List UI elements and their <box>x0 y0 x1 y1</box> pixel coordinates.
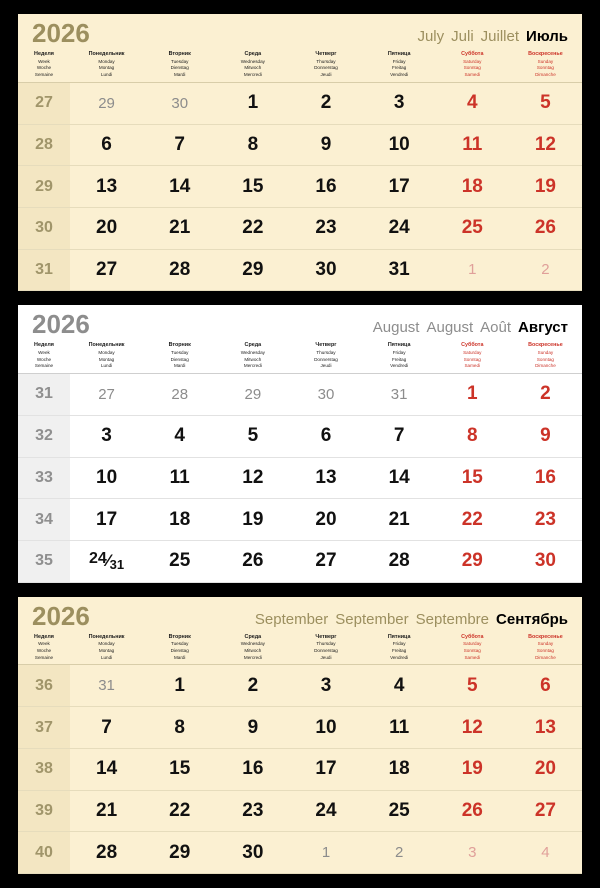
day-cell[interactable]: 9 <box>216 707 289 749</box>
day-cell[interactable]: 26 <box>436 791 509 833</box>
weekday-label-line: Wednesday <box>240 350 265 356</box>
weekday-label-line: Wednesday <box>240 58 265 64</box>
day-cell[interactable]: 29 <box>216 250 289 292</box>
day-cell[interactable]: 18 <box>143 499 216 541</box>
weekday-label-line: Lundi <box>100 654 113 660</box>
day-cell[interactable]: 27 <box>289 541 362 583</box>
day-grid <box>18 374 582 583</box>
day-cell[interactable]: 4 <box>436 83 509 125</box>
day-cell[interactable]: 18 <box>436 166 509 208</box>
day-cell[interactable]: 2 <box>509 374 582 416</box>
day-cell[interactable]: 14 <box>70 749 143 791</box>
weekday-label-line: Week <box>38 641 50 647</box>
day-cell[interactable]: 5 <box>216 416 289 458</box>
weekday-label-line: Суббота <box>461 342 484 349</box>
weekday-label-line: Saturday <box>463 58 482 64</box>
month-block <box>18 14 582 291</box>
week-number-cell: 32 <box>18 416 70 458</box>
day-cell[interactable]: 16 <box>289 166 362 208</box>
month-name: Сентябрь <box>496 610 568 628</box>
year-label: 2026 <box>32 600 90 631</box>
day-cell[interactable]: 22 <box>216 208 289 250</box>
weekday-label-line: Sonntag <box>463 356 481 362</box>
day-cell[interactable]: 3 <box>70 416 143 458</box>
day-cell[interactable]: 1 <box>436 250 509 292</box>
day-cell[interactable]: 21 <box>363 499 436 541</box>
day-cell[interactable]: 30 <box>289 250 362 292</box>
week-number-cell: 35 <box>18 541 70 583</box>
weekday-label-line: Thursday <box>316 350 336 356</box>
day-cell[interactable]: 15 <box>436 458 509 500</box>
day-cell[interactable]: 12 <box>216 458 289 500</box>
month-name: Septembre <box>415 610 490 628</box>
day-cell[interactable]: 9 <box>509 416 582 458</box>
day-cell[interactable]: 20 <box>289 499 362 541</box>
month-block <box>18 305 582 582</box>
weekday-label-line: Saturday <box>463 350 482 356</box>
weekday-header-cell <box>509 631 582 662</box>
weekday-label-line: Vendredi <box>390 72 409 78</box>
day-cell[interactable]: 2 <box>509 250 582 292</box>
weekday-label-line: Dienstag <box>170 648 189 654</box>
week-number-cell: 31 <box>18 374 70 416</box>
day-cell[interactable]: 24 <box>289 791 362 833</box>
weekday-label-line: Sonntag <box>536 65 554 71</box>
weekday-label-line: Вторник <box>168 633 191 640</box>
day-cell[interactable]: 1 <box>216 83 289 125</box>
weekday-label-line: Неделя <box>34 51 54 57</box>
day-cell[interactable]: 4 <box>143 416 216 458</box>
weekday-label-line: Sunday <box>537 350 554 356</box>
day-cell[interactable]: 3 <box>436 832 509 874</box>
weekday-label-line: Jeudi <box>320 72 332 78</box>
weekday-header-week <box>18 339 70 370</box>
day-cell[interactable]: 9 <box>289 125 362 167</box>
day-cell[interactable]: 12 <box>509 125 582 167</box>
weekday-header-cell <box>436 339 509 370</box>
weekday-label-line: Woche <box>36 65 52 71</box>
weekday-label-line: Donnerstag <box>314 65 338 71</box>
weekday-label-line: Samedi <box>464 654 481 660</box>
weekday-label-line: Semaine <box>34 654 54 660</box>
weekday-label-line: Неделя <box>34 342 54 349</box>
weekday-label-line: Dienstag <box>170 65 189 71</box>
day-cell[interactable]: 23 <box>289 208 362 250</box>
weekday-label-line: Freitag <box>391 356 407 362</box>
day-cell[interactable]: 20 <box>70 208 143 250</box>
day-cell[interactable]: 16 <box>216 749 289 791</box>
weekday-label-line: Sonntag <box>536 356 554 362</box>
day-cell[interactable]: 6 <box>509 665 582 707</box>
weekday-label-line: Mardi <box>173 363 186 369</box>
day-cell[interactable]: 8 <box>216 125 289 167</box>
weekday-header-cell <box>289 631 362 662</box>
month-name: August <box>426 319 474 337</box>
day-cell[interactable]: 27 <box>70 374 143 416</box>
weekday-header-cell <box>70 339 143 370</box>
day-cell[interactable]: 14 <box>143 166 216 208</box>
weekday-header-cell <box>509 339 582 370</box>
day-cell[interactable]: 31 <box>363 374 436 416</box>
weekday-label-line: Friday <box>392 58 406 64</box>
day-cell[interactable]: 30 <box>143 83 216 125</box>
month-name: Июль <box>526 28 568 45</box>
day-cell[interactable]: 10 <box>289 707 362 749</box>
month-name: Août <box>480 319 512 337</box>
weekday-label-line: Wednesday <box>240 641 265 647</box>
weekday-label-line: Montag <box>98 648 115 654</box>
weekday-label-line: Dimanche <box>535 72 556 78</box>
weekday-label-line: Montag <box>98 356 115 362</box>
day-cell[interactable]: 4 <box>363 665 436 707</box>
day-cell[interactable]: 30 <box>289 374 362 416</box>
weekday-label-line: Mitwoch <box>244 648 262 654</box>
weekday-label-line: Montag <box>98 65 115 71</box>
day-cell[interactable]: 1 <box>289 832 362 874</box>
day-cell[interactable]: 30 <box>509 541 582 583</box>
day-cell[interactable]: 20 <box>509 749 582 791</box>
weekday-label-line: Понедельник <box>88 342 125 349</box>
weekday-header-week <box>18 631 70 662</box>
weekday-label-line: Вторник <box>168 51 191 57</box>
day-cell[interactable]: 6 <box>70 125 143 167</box>
weekday-label-line: Понедельник <box>88 51 125 57</box>
weekday-label-line: Dimanche <box>535 363 556 369</box>
day-cell[interactable]: 18 <box>363 749 436 791</box>
weekday-label-line: Monday <box>98 58 115 64</box>
month-name: September <box>335 610 409 628</box>
month-name: Август <box>518 319 568 337</box>
day-cell[interactable]: 12 <box>436 707 509 749</box>
weekday-label-line: Четверг <box>315 51 337 57</box>
weekday-label-line: Vendredi <box>390 654 409 660</box>
weekday-label-line: Saturday <box>463 641 482 647</box>
weekday-label-line: Week <box>38 58 50 64</box>
day-cell[interactable]: 10 <box>70 458 143 500</box>
year-label: 2026 <box>32 309 90 340</box>
week-number-cell: 33 <box>18 458 70 500</box>
weekday-label-line: Lundi <box>100 72 113 78</box>
day-cell[interactable]: 21 <box>143 208 216 250</box>
day-dual-label <box>89 550 125 573</box>
day-cell[interactable]: 7 <box>143 125 216 167</box>
day-cell[interactable]: 11 <box>363 707 436 749</box>
day-cell[interactable]: 26 <box>216 541 289 583</box>
weekday-label-line: Mitwoch <box>244 65 262 71</box>
day-cell[interactable]: 13 <box>509 707 582 749</box>
day-cell[interactable]: 28 <box>363 541 436 583</box>
day-cell[interactable]: 4 <box>509 832 582 874</box>
day-cell[interactable]: 21 <box>70 791 143 833</box>
day-cell[interactable]: 22 <box>436 499 509 541</box>
weekday-header-cell <box>216 631 289 662</box>
week-number-cell: 30 <box>18 208 70 250</box>
weekday-label-line: Donnerstag <box>314 648 338 654</box>
weekday-label-line: Tuesday <box>170 350 189 356</box>
weekday-header-cell <box>143 631 216 662</box>
day-cell[interactable]: 25 <box>363 791 436 833</box>
day-cell[interactable]: 31 <box>363 250 436 292</box>
month-header <box>18 305 582 339</box>
day-cell[interactable]: 28 <box>143 250 216 292</box>
weekday-label-line: Sonntag <box>536 648 554 654</box>
day-cell[interactable]: 17 <box>289 749 362 791</box>
weekday-label-line: Freitag <box>391 648 407 654</box>
day-cell[interactable]: 25 <box>143 541 216 583</box>
week-number-cell: 36 <box>18 665 70 707</box>
weekday-label-line: Понедельник <box>88 633 125 640</box>
weekday-label-line: Thursday <box>316 641 336 647</box>
day-cell[interactable]: 15 <box>143 749 216 791</box>
weekday-header-row <box>18 48 582 83</box>
day-cell[interactable]: 31 <box>70 665 143 707</box>
weekday-label-line: Monday <box>98 641 115 647</box>
day-cell[interactable]: 25 <box>436 208 509 250</box>
day-cell[interactable]: 19 <box>509 166 582 208</box>
weekday-label-line: Неделя <box>34 633 54 640</box>
week-number-cell: 37 <box>18 707 70 749</box>
weekday-label-line: Samedi <box>464 72 481 78</box>
week-number-cell: 40 <box>18 832 70 874</box>
weekday-label-line: Friday <box>392 350 406 356</box>
weekday-header-cell <box>143 48 216 79</box>
day-cell[interactable]: 24 <box>363 208 436 250</box>
day-number-primary: 24 <box>89 550 107 568</box>
day-cell[interactable]: 11 <box>436 125 509 167</box>
weekday-label-line: Пятница <box>387 51 411 57</box>
weekday-label-line: Среда <box>244 51 262 57</box>
weekday-header-cell <box>143 339 216 370</box>
weekday-header-cell <box>216 48 289 79</box>
weekday-header-cell <box>363 339 436 370</box>
day-cell[interactable]: 16 <box>509 458 582 500</box>
day-cell[interactable]: 19 <box>436 749 509 791</box>
month-names <box>417 29 568 46</box>
day-cell[interactable]: 13 <box>289 458 362 500</box>
day-cell[interactable]: 27 <box>70 250 143 292</box>
weekday-label-line: Tuesday <box>170 58 189 64</box>
day-cell[interactable]: 3 <box>363 83 436 125</box>
weekday-label-line: Среда <box>244 342 262 349</box>
weekday-label-line: Week <box>38 350 50 356</box>
weekday-label-line: Mercredi <box>243 72 262 78</box>
day-cell[interactable]: 29 <box>436 541 509 583</box>
week-number-cell: 31 <box>18 250 70 292</box>
day-cell[interactable]: 8 <box>143 707 216 749</box>
weekday-label-line: Tuesday <box>170 641 189 647</box>
day-grid <box>18 665 582 874</box>
weekday-label-line: Суббота <box>461 633 484 640</box>
month-header <box>18 597 582 631</box>
weekday-label-line: Woche <box>36 648 52 654</box>
day-cell[interactable]: 8 <box>436 416 509 458</box>
day-cell[interactable]: 28 <box>143 374 216 416</box>
week-number-cell: 34 <box>18 499 70 541</box>
weekday-header-row <box>18 631 582 666</box>
day-cell[interactable]: 29 <box>143 832 216 874</box>
day-cell[interactable]: 17 <box>70 499 143 541</box>
day-number-secondary: 31 <box>109 557 125 573</box>
month-name: September <box>254 610 329 628</box>
day-cell[interactable]: 26 <box>509 208 582 250</box>
weekday-label-line: Lundi <box>100 363 113 369</box>
day-grid <box>18 83 582 292</box>
weekday-header-cell <box>436 48 509 79</box>
day-cell[interactable]: 10 <box>363 125 436 167</box>
day-cell[interactable]: 5 <box>509 83 582 125</box>
weekday-label-line: Пятница <box>387 633 411 640</box>
weekday-label-line: Суббота <box>461 51 484 57</box>
day-cell[interactable]: 7 <box>363 416 436 458</box>
day-cell[interactable]: 2 <box>363 832 436 874</box>
weekday-label-line: Semaine <box>34 363 54 369</box>
weekday-label-line: Mercredi <box>243 363 262 369</box>
weekday-header-cell <box>216 339 289 370</box>
week-number-cell: 28 <box>18 125 70 167</box>
weekday-label-line: Mardi <box>173 72 186 78</box>
weekday-label-line: Воскресенье <box>528 51 563 57</box>
day-cell[interactable]: 17 <box>363 166 436 208</box>
month-name: August <box>372 319 420 337</box>
weekday-label-line: Donnerstag <box>314 356 338 362</box>
weekday-label-line: Четверг <box>315 633 337 640</box>
weekday-label-line: Dimanche <box>535 654 556 660</box>
day-cell[interactable]: 13 <box>70 166 143 208</box>
week-number-cell: 38 <box>18 749 70 791</box>
day-cell[interactable]: 28 <box>70 832 143 874</box>
day-cell[interactable]: 29 <box>70 83 143 125</box>
year-label: 2026 <box>32 18 90 48</box>
day-cell[interactable]: 23 <box>509 499 582 541</box>
weekday-label-line: Monday <box>98 350 115 356</box>
day-cell[interactable]: 19 <box>216 499 289 541</box>
day-cell[interactable]: 1 <box>436 374 509 416</box>
weekday-label-line: Sunday <box>537 58 554 64</box>
day-cell[interactable]: 22 <box>143 791 216 833</box>
weekday-label-line: Sunday <box>537 641 554 647</box>
weekday-label-line: Воскресенье <box>528 342 563 349</box>
day-cell[interactable]: 2 <box>289 83 362 125</box>
weekday-label-line: Woche <box>36 356 52 362</box>
weekday-header-cell <box>436 631 509 662</box>
slash-icon: ⁄ <box>106 551 110 571</box>
month-name: July <box>417 28 445 45</box>
weekday-label-line: Friday <box>392 641 406 647</box>
weekday-label-line: Mardi <box>173 654 186 660</box>
month-name: Juillet <box>480 28 520 45</box>
week-number-cell: 29 <box>18 166 70 208</box>
day-cell[interactable]: 11 <box>143 458 216 500</box>
weekday-label-line: Mitwoch <box>244 356 262 362</box>
month-names <box>255 612 568 629</box>
month-block <box>18 597 582 874</box>
day-cell[interactable]: 29 <box>216 374 289 416</box>
day-cell[interactable]: 5 <box>436 665 509 707</box>
weekday-label-line: Пятница <box>387 342 411 349</box>
weekday-label-line: Samedi <box>464 363 481 369</box>
weekday-header-cell <box>289 339 362 370</box>
weekday-header-row <box>18 339 582 374</box>
weekday-header-cell <box>70 631 143 662</box>
week-number-cell: 27 <box>18 83 70 125</box>
weekday-header-cell <box>509 48 582 79</box>
weekday-header-cell <box>363 48 436 79</box>
day-cell[interactable]: 15 <box>216 166 289 208</box>
weekday-label-line: Mercredi <box>243 654 262 660</box>
weekday-label-line: Thursday <box>316 58 336 64</box>
month-name: Juli <box>451 28 474 45</box>
weekday-label-line: Semaine <box>34 72 54 78</box>
weekday-header-week <box>18 48 70 79</box>
weekday-label-line: Среда <box>244 633 262 640</box>
week-number-cell: 39 <box>18 791 70 833</box>
weekday-label-line: Freitag <box>391 65 407 71</box>
weekday-header-cell <box>70 48 143 79</box>
day-cell[interactable]: 14 <box>363 458 436 500</box>
weekday-header-cell <box>289 48 362 79</box>
day-cell[interactable]: 7 <box>70 707 143 749</box>
weekday-label-line: Jeudi <box>320 654 332 660</box>
day-cell[interactable] <box>70 541 143 583</box>
weekday-label-line: Jeudi <box>320 363 332 369</box>
weekday-label-line: Воскресенье <box>528 633 563 640</box>
day-cell[interactable]: 1 <box>143 665 216 707</box>
day-cell[interactable]: 23 <box>216 791 289 833</box>
day-cell[interactable]: 6 <box>289 416 362 458</box>
month-names <box>373 320 568 337</box>
month-header <box>18 14 582 48</box>
weekday-header-cell <box>363 631 436 662</box>
weekday-label-line: Четверг <box>315 342 337 349</box>
weekday-label-line: Вторник <box>168 342 191 349</box>
weekday-label-line: Dienstag <box>170 356 189 362</box>
weekday-label-line: Sonntag <box>463 65 481 71</box>
day-cell[interactable]: 30 <box>216 832 289 874</box>
weekday-label-line: Vendredi <box>390 363 409 369</box>
weekday-label-line: Sonntag <box>463 648 481 654</box>
day-cell[interactable]: 27 <box>509 791 582 833</box>
day-cell[interactable]: 2 <box>216 665 289 707</box>
day-cell[interactable]: 3 <box>289 665 362 707</box>
